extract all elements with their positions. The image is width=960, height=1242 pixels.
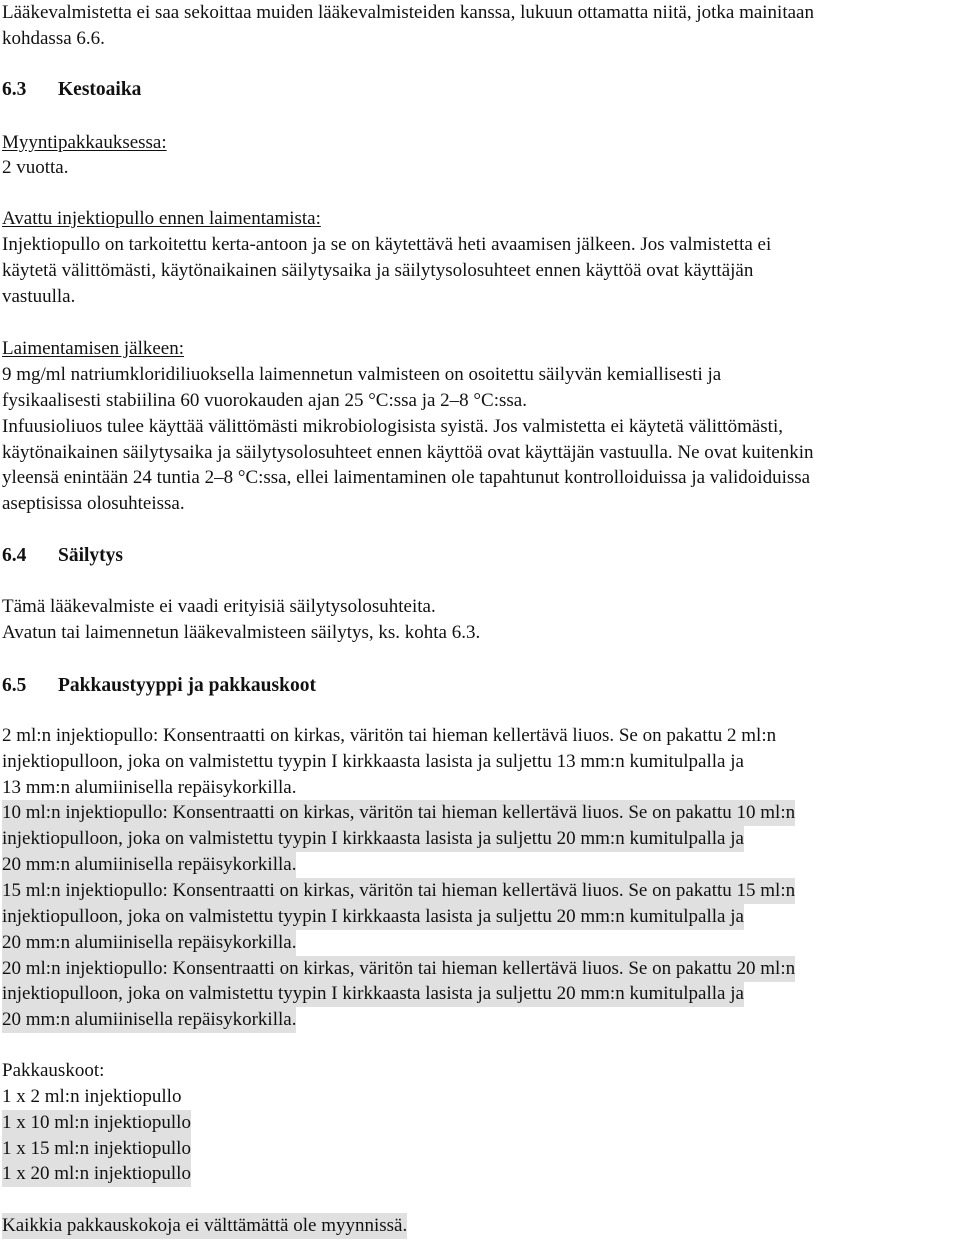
pack-sizes-label: Pakkauskoot: bbox=[2, 1060, 105, 1081]
vial-15ml-line: injektiopulloon, joka on valmistettu tyypin I kirkkaasta lasista ja suljettu 20 mm:n kumitulpalla ja bbox=[2, 904, 744, 930]
paragraph-line: aseptisissa olosuhteissa. bbox=[2, 493, 185, 514]
pack-size-item: 1 x 2 ml:n injektiopullo bbox=[2, 1086, 182, 1107]
vial-15ml-line: 20 mm:n alumiinisella repäisykorkilla. bbox=[2, 930, 296, 956]
paragraph-line: vastuulla. bbox=[2, 286, 76, 307]
paragraph-line: käytetä välittömästi, käytönaikainen säilytysaika ja säilytysolosuhteet ennen käyttöä ovat käyttäjän bbox=[2, 260, 754, 281]
section-number: 6.3 bbox=[2, 79, 27, 100]
section-number: 6.4 bbox=[2, 545, 27, 566]
vial-10ml-line: 20 mm:n alumiinisella repäisykorkilla. bbox=[2, 852, 296, 878]
section-title: Kestoaika bbox=[58, 79, 142, 100]
footnote: Kaikkia pakkauskokoja ei välttämättä ole myynnissä. bbox=[2, 1213, 407, 1239]
vial-20ml-line: 20 mm:n alumiinisella repäisykorkilla. bbox=[2, 1007, 296, 1033]
paragraph-line: käytönaikainen säilytysaika ja säilytysolosuhteet ennen käyttöä ovat käyttäjän vastuulla. Ne ovat kuitenkin bbox=[2, 442, 814, 463]
pack-size-item: 1 x 10 ml:n injektiopullo bbox=[2, 1110, 191, 1136]
paragraph-line: 2 vuotta. bbox=[2, 157, 69, 178]
paragraph-line: 9 mg/ml natriumkloridiliuoksella laimennetun valmisteen on osoitettu säilyvän kemiallisesti ja bbox=[2, 364, 722, 385]
paragraph-line: Tämä lääkevalmiste ei vaadi erityisiä säilytysolosuhteita. bbox=[2, 596, 436, 617]
subheading-pack: Myyntipakkauksessa: bbox=[2, 132, 167, 153]
paragraph-line: Infuusioliuos tulee käyttää välittömästi mikrobiologisista syistä. Jos valmistetta ei käytetä välittömästi, bbox=[2, 416, 783, 437]
section-heading-6-5 bbox=[2, 673, 316, 699]
vial-2ml-line: injektiopulloon, joka on valmistettu tyypin I kirkkaasta lasista ja suljettu 13 mm:n kumitulpalla ja bbox=[2, 751, 744, 772]
section-heading-6-4 bbox=[2, 543, 123, 569]
intro-line: kohdassa 6.6. bbox=[2, 28, 105, 49]
subheading-opened: Avattu injektiopullo ennen laimentamista: bbox=[2, 208, 321, 229]
vial-20ml-line: injektiopulloon, joka on valmistettu tyypin I kirkkaasta lasista ja suljettu 20 mm:n kumitulpalla ja bbox=[2, 981, 744, 1007]
paragraph-line: Injektiopullo on tarkoitettu kerta-antoon ja se on käytettävä heti avaamisen jälkeen. Jos valmistetta ei bbox=[2, 234, 772, 255]
subheading-diluted: Laimentamisen jälkeen: bbox=[2, 338, 185, 359]
vial-2ml-line: 2 ml:n injektiopullo: Konsentraatti on kirkas, väritön tai hieman kellertävä liuos. Se on pakattu 2 ml:n bbox=[2, 725, 777, 746]
section-title: Säilytys bbox=[58, 545, 124, 566]
vial-20ml-line: 20 ml:n injektiopullo: Konsentraatti on kirkas, väritön tai hieman kellertävä liuos. Se on pakattu 20 ml:n bbox=[2, 956, 795, 982]
section-number: 6.5 bbox=[2, 675, 27, 696]
vial-2ml-line: 13 mm:n alumiinisella repäisykorkilla. bbox=[2, 777, 297, 798]
vial-15ml-line: 15 ml:n injektiopullo: Konsentraatti on kirkas, väritön tai hieman kellertävä liuos. Se on pakattu 15 ml:n bbox=[2, 878, 795, 904]
pack-size-item: 1 x 20 ml:n injektiopullo bbox=[2, 1161, 191, 1187]
vial-10ml-line: injektiopulloon, joka on valmistettu tyypin I kirkkaasta lasista ja suljettu 20 mm:n kumitulpalla ja bbox=[2, 826, 744, 852]
vial-10ml-line: 10 ml:n injektiopullo: Konsentraatti on kirkas, väritön tai hieman kellertävä liuos. Se on pakattu 10 ml:n bbox=[2, 800, 795, 826]
paragraph-line: Avatun tai laimennetun lääkevalmisteen säilytys, ks. kohta 6.3. bbox=[2, 622, 481, 643]
pack-size-item: 1 x 15 ml:n injektiopullo bbox=[2, 1136, 191, 1162]
section-heading-6-3 bbox=[2, 77, 141, 103]
intro-line: Lääkevalmistetta ei saa sekoittaa muiden lääkevalmisteiden kanssa, lukuun ottamatta niitä, jotka mainitaan bbox=[2, 2, 814, 23]
paragraph-line: yleensä enintään 24 tuntia 2–8 °C:ssa, ellei laimentaminen ole tapahtunut kontrolloiduissa ja validoiduissa bbox=[2, 467, 811, 488]
paragraph-line: fysikaalisesti stabiilina 60 vuorokauden ajan 25 °C:ssa ja 2–8 °C:ssa. bbox=[2, 390, 527, 411]
section-title: Pakkaustyyppi ja pakkauskoot bbox=[58, 675, 316, 696]
